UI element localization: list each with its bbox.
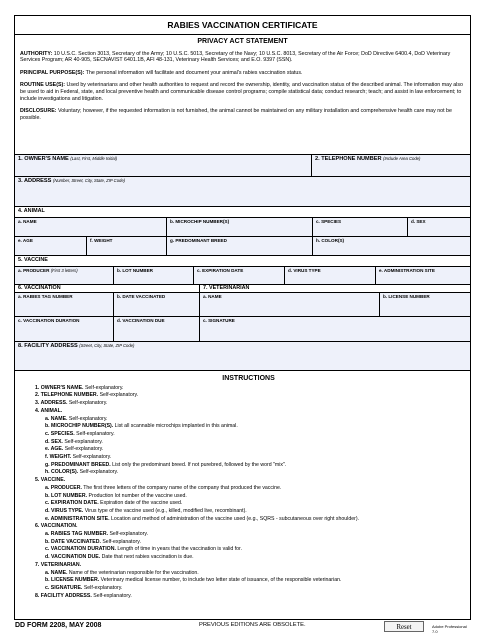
- vaccine-row: [15, 267, 470, 285]
- telephone-field[interactable]: 2. TELEPHONE NUMBER (Include Area Code): [312, 155, 470, 176]
- owner-name-field[interactable]: 1. OWNER'S NAME (Last, First, Middle Initial): [15, 155, 312, 176]
- instruction-item: 6. VACCINATION.: [35, 523, 78, 530]
- routine-text: Used by veterinarians and other health authorities to request and record the ownership, identity, and vaccination status of the described animal. The information may also be used to aid in Federal, state, and local preventive health and communicable disease control programs; compile statistical data; conduct research; teach; and assist in law enforcement; to include investigations and litigation.: [20, 82, 463, 102]
- instruction-item: c. SIGNATURE. Self-explanatory.: [45, 584, 123, 591]
- instruction-item: d. VACCINATION DUE. Date that next rabies vaccination is due.: [45, 554, 194, 561]
- purpose-label: PRINCIPAL PURPOSE(S):: [20, 69, 85, 76]
- form-footer: [14, 621, 471, 633]
- instructions: [15, 371, 470, 600]
- vaccination-vet-heading-row: [15, 285, 470, 293]
- vaccination-row-1: [15, 293, 470, 317]
- instruction-item: a. PRODUCER. The first three letters of the company name of the company that produced the vaccine.: [45, 484, 282, 491]
- license-number-field[interactable]: b. LICENSE NUMBER: [380, 293, 470, 316]
- expiration-date-field[interactable]: c. EXPIRATION DATE: [194, 267, 285, 284]
- instruction-item: 3. ADDRESS. Self-explanatory.: [35, 400, 108, 407]
- disclosure-text: Voluntary; however, if the requested information is not furnished, the animal cannot be maintained on any military installation and comprehensive health care may not be possible.: [20, 108, 452, 121]
- veterinarian-section-heading: 7. VETERINARIAN: [200, 285, 470, 292]
- vaccination-due-field[interactable]: d. VACCINATION DUE: [114, 317, 200, 341]
- instruction-item: a. NAME. Name of the veterinarian responsible for the vaccination.: [45, 569, 199, 576]
- administration-site-field[interactable]: e. ADMINISTRATION SITE: [376, 267, 470, 284]
- instructions-list: [33, 385, 464, 601]
- species-field[interactable]: c. SPECIES: [313, 218, 408, 236]
- privacy-act-statement: [15, 35, 470, 155]
- breed-field[interactable]: g. PREDOMINANT BREED: [167, 237, 313, 255]
- instruction-item: b. LICENSE NUMBER. Veterinary medical license number, to include two letter state of issuance, of the responsible veterinarian.: [45, 577, 342, 584]
- vaccination-section-heading: 6. VACCINATION: [15, 285, 200, 292]
- instruction-item: g. PREDOMINANT BREED. List only the predominant breed. If not purebred, followed by the word "mix".: [45, 461, 287, 468]
- instruction-item: b. LOT NUMBER. Production lot number of the vaccine used.: [45, 492, 187, 499]
- instruction-item: 1. OWNER'S NAME. Self-explanatory.: [35, 384, 124, 391]
- privacy-heading: PRIVACY ACT STATEMENT: [197, 38, 288, 45]
- instruction-item: b. DATE VACCINATED. Self-explanatory.: [45, 538, 141, 545]
- instruction-item: 4. ANIMAL.: [35, 407, 63, 414]
- instruction-item: h. COLOR(S). Self-explanatory.: [45, 469, 119, 476]
- form-title: RABIES VACCINATION CERTIFICATE: [15, 16, 470, 35]
- instruction-item: 2. TELEPHONE NUMBER. Self-explanatory.: [35, 392, 139, 399]
- rabies-certificate-form: [14, 15, 471, 620]
- instruction-item: a. NAME. Self-explanatory.: [45, 415, 108, 422]
- instruction-item: d. SEX. Self-explanatory.: [45, 438, 103, 445]
- sex-field[interactable]: d. SEX: [408, 218, 470, 236]
- instruction-item: 8. FACILITY ADDRESS. Self-explanatory.: [35, 592, 132, 599]
- instruction-item: 5. VACCINE.: [35, 477, 66, 484]
- instructions-heading: INSTRUCTIONS: [222, 375, 275, 382]
- disclosure-label: DISCLOSURE:: [20, 108, 57, 115]
- purpose-text: The personal information will facilitate and document your animal's rabies vaccination status.: [84, 69, 303, 76]
- producer-field[interactable]: a. PRODUCER (First 3 letters): [15, 267, 114, 284]
- adobe-version: Adobe Professional 7.0: [432, 624, 467, 634]
- vet-name-field[interactable]: a. NAME: [200, 293, 380, 316]
- vaccination-row-2: [15, 317, 470, 342]
- instruction-item: d. VIRUS TYPE. Virus type of the vaccine used (e.g., killed, modified live, recombinant).: [45, 507, 247, 514]
- colors-field[interactable]: h. COLOR(S): [313, 237, 470, 255]
- disclosure-paragraph: [20, 108, 465, 121]
- instruction-item: 7. VETERINARIAN.: [35, 561, 82, 568]
- animal-name-field[interactable]: a. NAME: [15, 218, 167, 236]
- routine-label: ROUTINE USE(S):: [20, 82, 66, 89]
- facility-address-field[interactable]: 8. FACILITY ADDRESS (Street, City, State, ZIP Code): [15, 342, 470, 370]
- vaccine-section-heading: 5. VACCINE: [15, 256, 470, 267]
- address-field[interactable]: 3. ADDRESS (Number, Street, City, State, ZIP Code): [15, 177, 470, 206]
- owner-row: [15, 155, 470, 177]
- date-vaccinated-field[interactable]: b. DATE VACCINATED: [114, 293, 200, 316]
- instruction-item: b. MICROCHIP NUMBER(S). List all scannable microchips implanted in this animal.: [45, 423, 238, 430]
- signature-field[interactable]: c. SIGNATURE: [200, 317, 470, 341]
- reset-button[interactable]: Reset: [384, 621, 424, 632]
- instruction-item: a. RABIES TAG NUMBER. Self-explanatory.: [45, 531, 149, 538]
- animal-row-1: [15, 218, 470, 237]
- lot-number-field[interactable]: b. LOT NUMBER: [114, 267, 194, 284]
- form-number: DD FORM 2208, MAY 2008: [15, 622, 102, 629]
- instruction-item: c. SPECIES. Self-explanatory.: [45, 430, 115, 437]
- address-row: [15, 177, 470, 207]
- routine-paragraph: [20, 82, 465, 102]
- animal-row-2: [15, 237, 470, 256]
- rabies-tag-field[interactable]: a. RABIES TAG NUMBER: [15, 293, 114, 316]
- microchip-field[interactable]: b. MICROCHIP NUMBER(S): [167, 218, 313, 236]
- age-field[interactable]: e. AGE: [15, 237, 87, 255]
- obsolete-notice: PREVIOUS EDITIONS ARE OBSOLETE.: [199, 622, 306, 628]
- virus-type-field[interactable]: d. VIRUS TYPE: [285, 267, 376, 284]
- authority-paragraph: [20, 51, 465, 64]
- facility-row: [15, 342, 470, 371]
- instruction-item: c. VACCINATION DURATION. Length of time in years that the vaccination is valid for.: [45, 546, 242, 553]
- authority-text: 10 U.S.C. Section 3013, Secretary of the Army; 10 U.S.C. 5013, Secretary of the Navy; 10 U.S.C. 8013, Secretary of the Air Force; DoD Directive 6400.4, DoD Veterinary Services Program; AR 40-905, SECNAVIST 6401.1B, AFI 48-131, Veterinary Health Services; and E.O. 9397 (SSN).: [20, 50, 451, 64]
- instruction-item: e. AGE. Self-explanatory.: [45, 446, 104, 453]
- instruction-item: f. WEIGHT. Self-explanatory.: [45, 454, 112, 461]
- animal-section-heading: 4. ANIMAL: [15, 207, 470, 218]
- instruction-item: e. ADMINISTRATION SITE. Location and method of administration of the vaccine used (e.g., SQRS - subcutaneous over right shoulder).: [45, 515, 359, 522]
- vaccination-duration-field[interactable]: c. VACCINATION DURATION: [15, 317, 114, 341]
- weight-field[interactable]: f. WEIGHT: [87, 237, 167, 255]
- purpose-paragraph: [20, 70, 465, 77]
- instruction-item: c. EXPIRATION DATE. Expiration date of the vaccine used.: [45, 500, 183, 507]
- authority-label: AUTHORITY:: [20, 50, 53, 57]
